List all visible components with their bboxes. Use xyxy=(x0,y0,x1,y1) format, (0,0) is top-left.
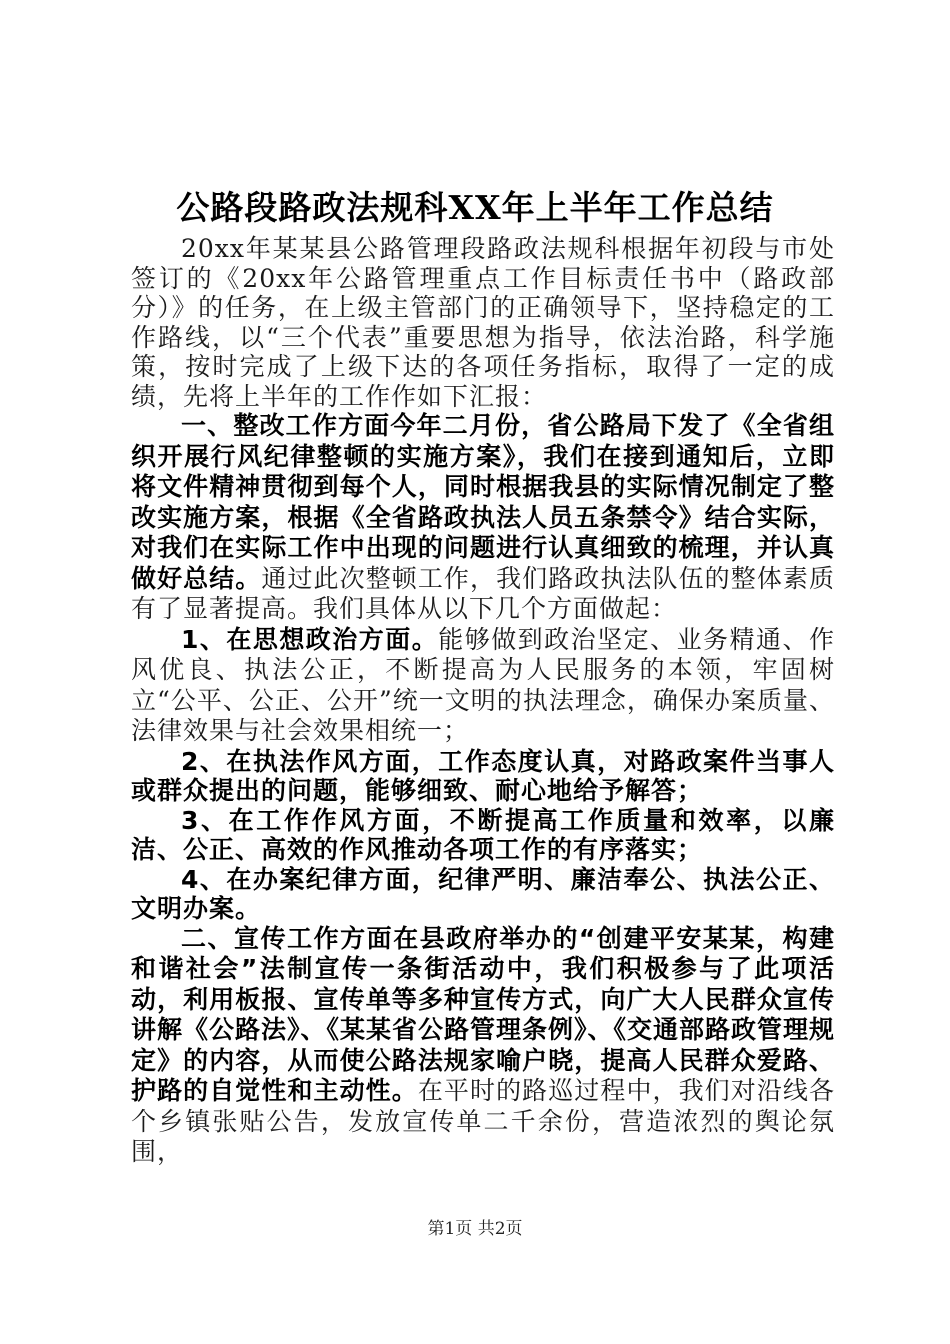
section-2-paragraph xyxy=(131,924,835,1168)
section-1-body-text: 通过此次整顿工作，我们路政执法队伍的整体素质有了显著提高。我们具体从以下几个方面做起： xyxy=(131,563,835,623)
section-2-heading-text: 二、宣传工作方面在县政府举办的“创建平安某某，构建和谐社会”法制宣传一条街活动中，我们积极参与了此项活动，利用板报、宣传单等多种宣传方式，向广大人民群众宣传讲解《公路法》、《某某省公路管理条例》、《交通部路政管理规定》的内容，从而使公路法规家喻户晓，提高人民群众爱路、护路的自觉性和主动性。 xyxy=(131,923,836,1105)
item-1-body-text: 能够做到政治坚定、业务精通、作风优良、执法公正，不断提高为人民服务的本领，牢固树立“公平、公正、公开”统一文明的执法理念，确保办案质量、法律效果与社会效果相统一； xyxy=(131,624,835,745)
intro-paragraph: 20xx年某某县公路管理段路政法规科根据年初段与市处签订的《20xx年公路管理重点工作目标责任书中（路政部分）》的任务，在上级主管部门的正确领导下，坚持稳定的工作路线，以“三个代表”重要思想为指导，依法治路，科学施策，按时完成了上级下达的各项任务指标，取得了一定的成绩，先将上半年的工作作如下汇报： xyxy=(131,234,835,411)
item-1-heading-text: 1、在思想政治方面。 xyxy=(181,624,439,654)
item-4-paragraph: 4、在办案纪律方面，纪律严明、廉洁奉公、执法公正、文明办案。 xyxy=(131,864,835,923)
section-1-paragraph xyxy=(131,411,835,625)
section-2-body-text: 在平时的路巡过程中，我们对沿线各个乡镇张贴公告，发放宣传单二千余份，营造浓烈的舆论氛围， xyxy=(131,1076,835,1166)
page-footer: 第1页 共2页 xyxy=(427,1219,523,1239)
document-title: 公路段路政法规科XX年上半年工作总结 xyxy=(176,188,774,227)
item-3-paragraph: 3、在工作作风方面，不断提高工作质量和效率，以廉洁、公正、高效的作风推动各项工作的有序落实； xyxy=(131,805,835,864)
item-2-paragraph: 2、在执法作风方面，工作态度认真，对路政案件当事人或群众提出的问题，能够细致、耐心地给予解答； xyxy=(131,746,835,805)
item-1-paragraph xyxy=(131,625,835,747)
section-1-heading-text: 一、整改工作方面今年二月份，省公路局下发了《全省组织开展行风纪律整顿的实施方案》，我们在接到通知后，立即将文件精神贯彻到每个人，同时根据我县的实际情况制定了整改实施方案，根据《全省路政执法人员五条禁令》结合实际，对我们在实际工作中出现的问题进行认真细致的梳理，并认真做好总结。 xyxy=(131,411,835,593)
document-body xyxy=(131,234,835,1168)
